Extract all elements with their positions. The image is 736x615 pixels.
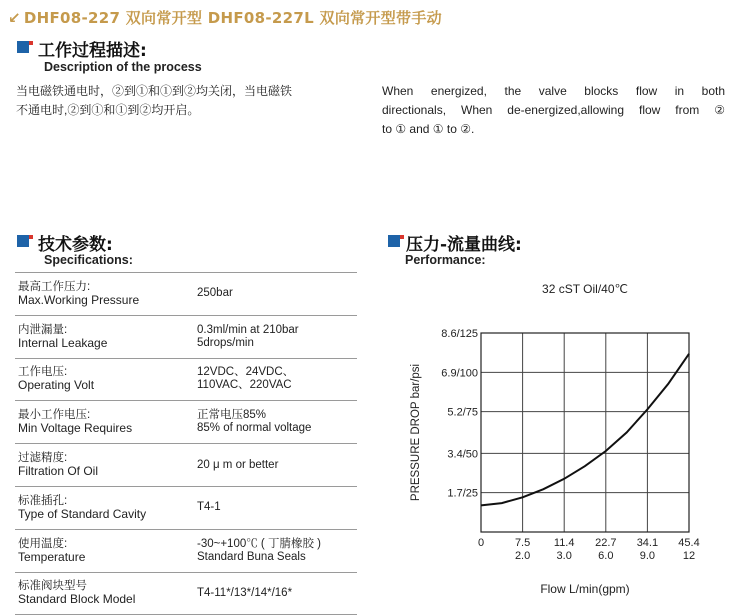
specifications-table [15,272,357,615]
y-tick-label: 6.9/100 [441,367,478,380]
spec-value-cell [195,529,357,572]
spec-label-en: Standard Block Model [18,592,136,607]
x-tick-label: 7.5 [514,537,531,549]
spec-row [15,444,357,487]
spec-value: 250bar [197,287,233,300]
process-text-en-line: directionals, When de-energized,allowing flow from ② [382,103,725,117]
spec-label-cell [15,358,195,401]
process-description-cn [16,82,366,120]
process-text-en-line: to ① and ① to ②. [382,122,475,136]
spec-value-secondary: Standard Buna Seals [197,550,306,563]
spec-value-cell [195,315,357,358]
arrow-icon: ↙ [8,9,21,27]
spec-label-cell [15,444,195,487]
page-title-text: DHF08-227 双向常开型 DHF08-227L 双向常开型带手动 [23,9,442,27]
x-tick-label: 11.4 [553,537,575,549]
spec-value-cell [195,444,357,487]
spec-row [15,273,357,316]
chart-frame [481,333,689,532]
x-tick-label: 34.1 [636,537,659,549]
spec-label-cn: 标准阀块型号 [18,580,87,593]
specs-subheading: Specifications: [44,253,133,267]
spec-row [15,572,357,615]
x-tick-label: 45.4 [678,537,700,549]
spec-label-cn: 标准插孔: [18,494,68,507]
chart-title: 32 cST Oil/40℃ [542,282,628,296]
spec-value-cell [195,358,357,401]
x-tick-label-secondary: 6.0 [598,550,614,562]
process-heading: 工作过程描述: [38,41,147,61]
spec-value: T4-11*/13*/14*/16* [197,586,293,599]
section-bullet-icon [17,41,29,53]
spec-value-secondary: 5drops/min [197,336,254,349]
spec-row [15,315,357,358]
spec-label-cell [15,315,195,358]
spec-label-cn: 使用温度: [18,537,68,550]
spec-value-secondary: 110VAC、220VAC [197,379,292,392]
spec-value-secondary: 85% of normal voltage [197,422,312,435]
spec-value: 20 μ m or better [197,458,279,471]
spec-label-cn: 最高工作压力: [18,280,91,293]
y-tick-label: 1.7/25 [447,487,478,500]
spec-label-en: Internal Leakage [18,335,108,350]
section-bullet-icon [17,235,29,247]
process-text-en-line: When energized, the valve blocks flow in both [382,84,725,98]
spec-value: -30~+100℃ ( 丁腈橡胶 ) [197,537,321,550]
spec-label-en: Min Voltage Requires [18,421,133,436]
x-axis-label: Flow L/min(gpm) [540,582,630,596]
spec-label-cn: 工作电压: [18,366,68,379]
spec-value: 正常电压85% [197,409,267,422]
specs-heading: 技术参数: [38,235,113,255]
spec-label-cell [15,486,195,529]
spec-label-cn: 内泄漏量: [18,323,68,336]
spec-label-cn: 最小工作电压: [18,409,91,422]
spec-row [15,529,357,572]
spec-label-cn: 过滤精度: [18,452,68,465]
spec-row [15,486,357,529]
spec-value-cell [195,486,357,529]
process-text-cn-line: 当电磁铁通电时，②到①和①到②均关闭，当电磁铁 [16,84,293,98]
pressure-flow-chart [395,275,725,605]
spec-label-en: Max.Working Pressure [18,292,140,307]
x-tick-label-secondary: 9.0 [639,550,656,562]
process-subheading: Description of the process [44,60,202,74]
pressure-drop-curve [481,354,689,506]
spec-label-en: Operating Volt [18,378,95,393]
x-tick-label-secondary: 3.0 [556,550,572,562]
spec-label-cell [15,273,195,316]
spec-label-en: Temperature [18,549,86,564]
y-axis-label: PRESSURE DROP bar/psi [410,363,422,502]
y-tick-label: 5.2/75 [447,406,478,419]
performance-subheading: Performance: [405,253,486,267]
spec-label-cell [15,401,195,444]
spec-label-cell [15,529,195,572]
x-tick-label: 22.7 [595,537,617,549]
spec-value: T4-1 [197,501,221,514]
spec-value-cell [195,401,357,444]
spec-value-cell [195,572,357,615]
spec-value: 12VDC、24VDC、 [197,366,295,379]
spec-row [15,358,357,401]
spec-value: 0.3ml/min at 210bar [197,323,299,336]
x-tick-label-secondary: 2.0 [514,550,531,562]
spec-label-cell [15,572,195,615]
performance-heading: 压力-流量曲线: [406,235,522,255]
process-text-cn-line: 不通电时,②到①和①到②均开启。 [16,103,200,117]
spec-label-en: Filtration Of Oil [18,464,99,479]
page-title [8,7,442,28]
section-bullet-icon [388,235,400,247]
spec-value-cell [195,273,357,316]
y-tick-label: 3.4/50 [447,448,478,461]
process-description-en [382,82,725,139]
spec-label-en: Type of Standard Cavity [18,506,147,521]
x-tick-label: 0 [477,537,485,549]
y-tick-label: 8.6/125 [441,328,478,340]
x-tick-label-secondary: 12 [682,550,696,562]
spec-row [15,401,357,444]
